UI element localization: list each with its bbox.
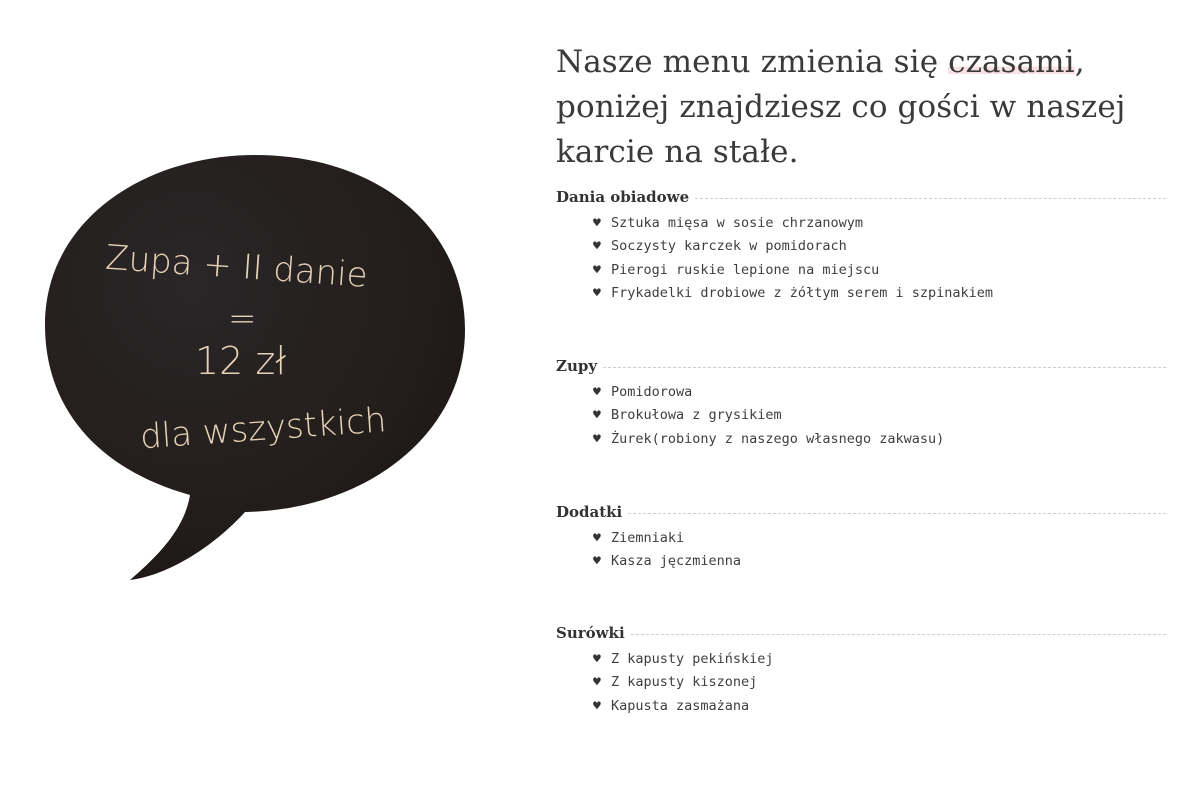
heart-icon: ♥ — [593, 262, 601, 278]
heart-icon: ♥ — [593, 285, 601, 301]
list-item — [593, 428, 1166, 451]
list-item — [593, 381, 1166, 404]
item-label: Kasza jęczmienna — [611, 553, 742, 570]
section-title: Surówki — [556, 624, 625, 642]
heart-icon: ♥ — [593, 698, 601, 714]
heart-icon: ♥ — [593, 216, 601, 231]
intro-text-part: Nasze menu zmienia się — [556, 44, 949, 80]
list-item — [593, 212, 1166, 235]
heart-icon: ♥ — [593, 239, 601, 255]
item-label: Brokułowa z grysikiem — [611, 407, 782, 424]
section-divider — [628, 513, 1166, 514]
item-label: Z kapusty kiszonej — [611, 674, 758, 691]
menu-section-dania-obiadowe — [556, 186, 1166, 305]
section-header — [556, 501, 1166, 523]
item-label: Pomidorowa — [611, 384, 693, 400]
menu-column — [556, 40, 1166, 714]
intro-line-3: karcie na stałe. — [556, 134, 799, 170]
item-label: Kapusta zasmażana — [611, 697, 750, 714]
heart-icon: ♥ — [593, 431, 601, 447]
heart-icon: ♥ — [593, 385, 601, 400]
list-item — [593, 259, 1166, 282]
item-label: Frykadelki drobiowe z żółtym serem i szpinakiem — [611, 284, 994, 301]
item-label: Soczysty karczek w pomidorach — [611, 238, 847, 255]
section-header — [556, 355, 1166, 377]
list-item — [593, 404, 1166, 427]
list-item — [593, 695, 1166, 718]
chalk-text-line-3: 12 zł — [195, 339, 287, 383]
intro-highlight: czasami — [948, 44, 1075, 80]
heart-icon: ♥ — [593, 554, 601, 570]
item-label: Ziemniaki — [611, 530, 685, 546]
menu-intro-heading — [556, 40, 1166, 175]
intro-text-part: , — [1074, 44, 1085, 80]
chalk-text-line-2: = — [228, 299, 257, 339]
list-item — [593, 235, 1166, 258]
chalk-text-line-4: dla wszystkich — [138, 400, 388, 458]
section-header — [556, 622, 1166, 644]
heart-icon: ♥ — [593, 675, 601, 691]
section-header — [556, 186, 1166, 208]
section-divider — [695, 198, 1166, 199]
heart-icon: ♥ — [593, 408, 601, 424]
list-item — [593, 550, 1166, 573]
section-title: Zupy — [556, 357, 598, 375]
menu-section-surowki — [556, 622, 1166, 718]
section-divider — [631, 634, 1166, 635]
item-label: Żurek(robiony z naszego własnego zakwasu) — [611, 430, 945, 447]
menu-section-zupy — [556, 355, 1166, 451]
section-title: Dodatki — [556, 503, 623, 521]
section-item-list — [556, 212, 1166, 305]
heart-icon: ♥ — [593, 652, 601, 667]
menu-section-dodatki — [556, 501, 1166, 574]
section-item-list — [556, 648, 1166, 718]
list-item — [593, 648, 1166, 671]
list-item — [593, 671, 1166, 694]
section-title: Dania obiadowe — [556, 188, 690, 206]
list-item — [593, 527, 1166, 550]
section-divider — [603, 367, 1166, 368]
item-label: Sztuka mięsa w sosie chrzanowym — [611, 215, 863, 231]
heart-icon: ♥ — [593, 531, 601, 546]
item-label: Z kapusty pekińskiej — [611, 651, 774, 667]
section-item-list — [556, 527, 1166, 574]
list-item — [593, 282, 1166, 305]
section-item-list — [556, 381, 1166, 451]
chalkboard-speech-bubble — [40, 150, 470, 585]
intro-line-2: poniżej znajdziesz co gości w naszej — [556, 89, 1126, 125]
chalk-text-line-1: Zupa + II danie — [104, 237, 369, 296]
speech-bubble-graphic — [40, 150, 470, 585]
item-label: Pierogi ruskie lepione na miejscu — [611, 261, 880, 278]
